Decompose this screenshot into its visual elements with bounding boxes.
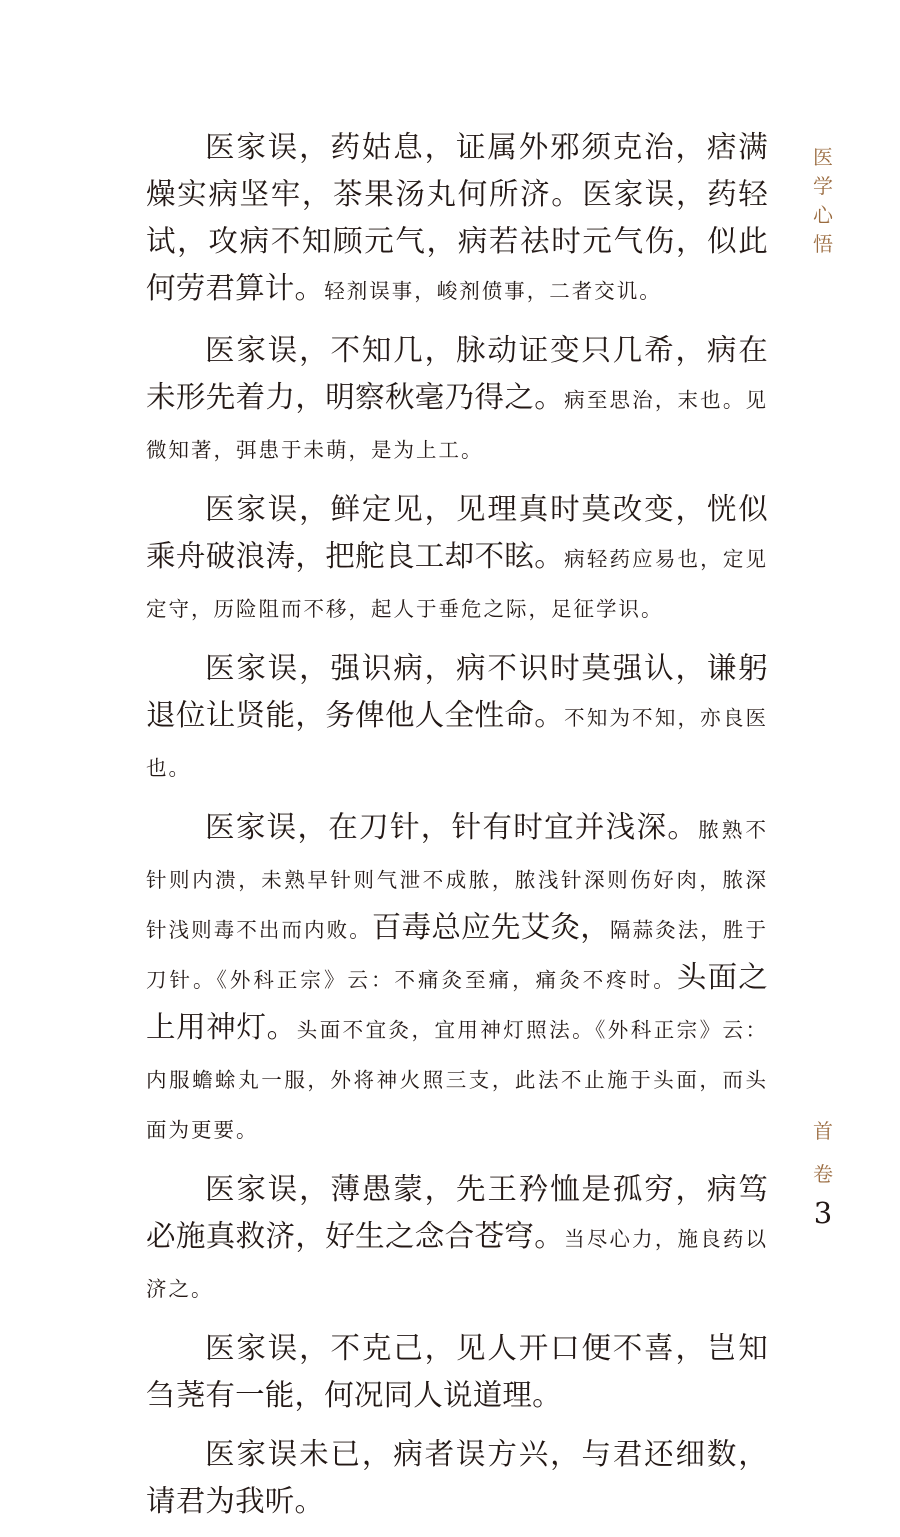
chapter-char: 首 bbox=[813, 1119, 833, 1143]
annotation: 不知为不知，亦良医也。 bbox=[146, 706, 768, 780]
annotation: 脓熟不针则内溃，未熟早针则气泄不成脓，脓浅针深则伤好肉，脓深针浅则毒不出而内败。 bbox=[146, 818, 769, 942]
paragraph bbox=[146, 486, 768, 633]
body-text bbox=[146, 124, 768, 1537]
annotation: 隔蒜灸法，胜于刀针。《外科正宗》云：不痛灸至痛，痛灸不疼时。 bbox=[146, 918, 769, 992]
verse-text: 医家误，鲜定见，见理真时莫改变，恍似乘舟破浪涛，把舵良工却不眩。 bbox=[146, 492, 768, 573]
verse-text: 头面之上用神灯。 bbox=[146, 960, 768, 1044]
chapter-char: 卷 bbox=[813, 1162, 833, 1186]
verse-text: 医家误，不克己，见人开口便不喜，岂知刍荛有一能，何况同人说道理。 bbox=[146, 1331, 768, 1412]
verse-text: 医家误，强识病，病不识时莫强认，谦躬退位让贤能，务俾他人全性命。 bbox=[146, 651, 768, 732]
title-char: 学 bbox=[813, 174, 833, 198]
verse-text: 医家误，在刀针，针有时宜并浅深。 bbox=[205, 810, 699, 844]
annotation: 病轻药应易也，定见定守，历险阻而不移，起人于垂危之际，足征学识。 bbox=[146, 547, 768, 621]
verse-text: 医家误未已，病者误方兴，与君还细数，请君为我听。 bbox=[146, 1437, 768, 1518]
running-book-title bbox=[808, 143, 838, 259]
annotation: 轻剂误事，峻剂偾事，二者交讥。 bbox=[324, 279, 662, 303]
paragraph bbox=[146, 1166, 768, 1313]
verse-text: 医家误，薄愚蒙，先王矜恤是孤穷，病笃必施真救济，好生之念合苍穹。 bbox=[146, 1172, 768, 1253]
annotation: 病至思治，末也。见微知著，弭患于未萌，是为上工。 bbox=[146, 388, 768, 462]
paragraph bbox=[146, 645, 768, 792]
annotation: 当尽心力，施良药以济之。 bbox=[146, 1227, 768, 1301]
running-chapter-title bbox=[808, 1110, 838, 1196]
paragraph bbox=[146, 1431, 768, 1525]
annotation: 头面不宜灸，宜用神灯照法。《外科正宗》云：内服蟾蜍丸一服，外将神火照三支，此法不止施于头面，而头面为更要。 bbox=[146, 1018, 768, 1142]
verse-text: 医家误，不知几，脉动证变只几希，病在未形先着力，明察秋毫乃得之。 bbox=[146, 333, 768, 414]
paragraph bbox=[146, 124, 768, 315]
paragraph bbox=[146, 327, 768, 474]
title-char: 医 bbox=[813, 145, 833, 169]
verse-text: 百毒总应先艾灸， bbox=[371, 910, 611, 944]
title-char: 心 bbox=[813, 203, 833, 227]
verse-text: 医家误，药姑息，证属外邪须克治，痞满燥实病坚牢，茶果汤丸何所济。医家误，药轻试，攻病不知顾元气，病若祛时元气伤，似此何劳君算计。 bbox=[146, 130, 768, 305]
title-char: 悟 bbox=[813, 232, 833, 256]
paragraph bbox=[146, 804, 768, 1154]
paragraph bbox=[146, 1325, 768, 1419]
page-number: 3 bbox=[813, 1196, 833, 1230]
